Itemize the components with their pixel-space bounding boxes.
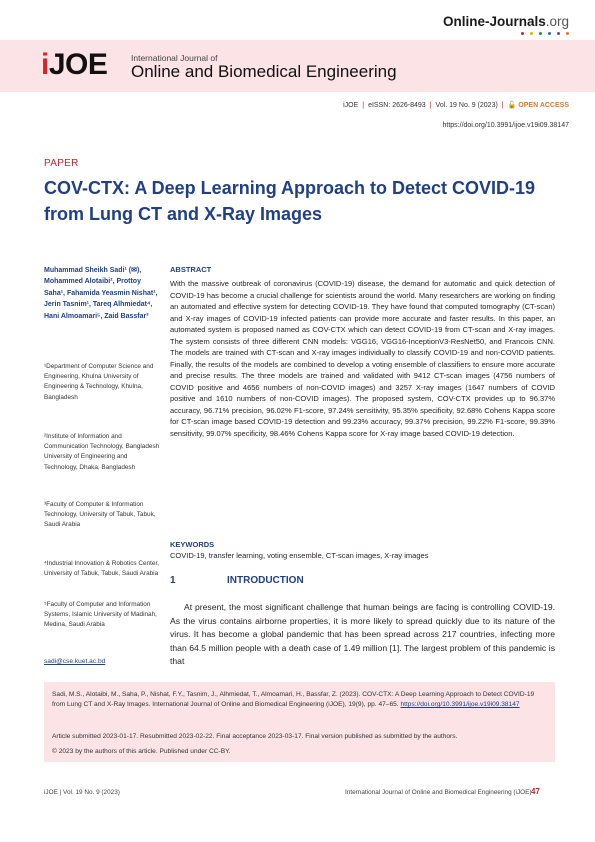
brand-tld: .org — [545, 14, 569, 29]
journal-logo — [41, 48, 107, 82]
publisher-brand[interactable] — [443, 14, 569, 29]
intro-paragraph: At present, the most significant challenge that human beings are facing is controlling COVID-19. As the virus contains airborne properties, it is more likely to spread quickly due to its nature of the virus. It has become a global pandemic that has been spread across 217 countries, infecting more than 64.5 million people with a death case of 1.49 million [1]. The largest problem of this pandemic is that — [170, 602, 555, 667]
affiliation: ¹Department of Computer Science and Engineering, Khulna University of Engineering & Technology, Khulna, Bangladesh — [44, 363, 154, 401]
open-access-badge — [508, 102, 569, 109]
doi-link[interactable]: https://doi.org/10.3991/ijoe.v19i09.38147 — [442, 122, 569, 129]
brand-dot — [539, 32, 542, 35]
brand-dot — [530, 32, 533, 35]
journal-meta: iJOE | eISSN: 2626-8493 | Vol. 19 No. 9 (2023) | 🔓 OPEN ACCESS — [343, 102, 569, 109]
copyright-notice: © 2023 by the authors of this article. Published under CC-BY. — [52, 748, 231, 755]
brand-dot — [521, 32, 524, 35]
citation-doi-link[interactable]: https://doi.org/10.3991/ijoe.v19i09.38147 — [400, 701, 520, 709]
abstract-heading: ABSTRACT — [170, 265, 212, 274]
meta-volume: Vol. 19 No. 9 (2023) — [435, 102, 498, 109]
submission-dates: Article submitted 2023-01-17. Resubmitted 2023-02-22. Final acceptance 2023-03-17. Final version published as submitted by the authors. — [52, 733, 458, 740]
affiliation: ⁵Faculty of Computer and Information Systems, Islamic University of Madinah, Medina, Saudi Arabia — [44, 601, 157, 629]
affiliation: ⁴Industrial Innovation & Robotics Center, University of Tabuk, Tabuk, Saudi Arabia — [44, 560, 159, 578]
affiliation: ²Institute of Information and Communication Technology, Bangladesh University of Engineering and Technology, Dhaka, Bangladesh — [44, 433, 160, 471]
affiliation: ³Faculty of Computer & Information Technology, University of Tabuk, Tabuk, Saudi Arabia — [44, 501, 156, 529]
page-number: 47 — [531, 787, 540, 796]
footer-journal-issue: iJOE | Vol. 19 No. 9 (2023) — [44, 789, 120, 796]
journal-name: Online and Biomedical Engineering — [131, 62, 397, 81]
citation-text — [52, 690, 547, 710]
journal-subtitle: International Journal of — [131, 53, 218, 63]
paper-type: PAPER — [44, 158, 79, 169]
author-list: Muhammad Sheikh Sadi¹ (✉), Mohammed Alotaibi², Prottoy Saha¹, Fahamida Yeasmin Nishat¹, Jerin Tasnim¹, Tareq Alhmiedat⁴, Hani Almoamari⁵, Zaid Bassfar³ — [44, 267, 158, 320]
footer-journal-name: International Journal of Online and Biomedical Engineering (iJOE) — [345, 789, 532, 796]
brand-dot — [557, 32, 560, 35]
lock-icon: 🔓 — [507, 102, 517, 109]
meta-eissn: eISSN: 2626-8493 — [368, 102, 426, 109]
section-number: 1 — [170, 575, 176, 586]
brand-dots — [491, 32, 569, 35]
keywords-heading: KEYWORDS — [170, 540, 215, 549]
abstract-text: With the massive outbreak of coronavirus (COVID-19) disease, the demand for automatic and quick detection of COVID-19 has become a crucial challenge for scientists around the world. Many researchers are working on finding an automated and effective system for detecting COVID-19. They have found that computed tomography (CT-scan) and X-ray images of COVID-19 infected patients can provide more accurate and faster results. In this paper, an automated system is proposed named as COV-CTX which can detect COVID-19 from CT-scan and X-ray images. The system consists of three different CNN models: VGG16, VGG16-InceptionV3-ResNet50, and Francois CNN. The models are trained with CT-scan and X-ray images individually to classify COVID-19 and non-COVID patients. Finally, the results of the models are combined to develop a voting ensemble of classifiers to ensure more accurate and precise results. The three models are trained and validated with 9412 CT-scan images (4756 numbers of COVID positive and 4656 numbers of non-COVID images) and 3257 X-ray images (1647 numbers of COVID positive and 1610 numbers of non-COVID images). The proposed system, COV-CTX provides up to 96.37% accuracy, 96.71% precision, 96.02% F1-score, 97.24% sensitivity, 95.35% specificity, 92.68% Cohens Kappa score for CT-scan image based COVID-19 detection and 99.23% accuracy, 99.37% precision, 99.22% F1-score, 99.39% sensitivity, 99.07% specificity, 98.46% Cohens Kappa score for X-ray image based COVID-19 detection. — [170, 279, 555, 438]
logo-joe: JOE — [48, 48, 108, 81]
paper-title: COV-CTX: A Deep Learning Approach to Detect COVID-19 from Lung CT and X-Ray Images — [44, 178, 536, 224]
citation-reference: Sadi, M.S., Alotaibi, M., Saha, P., Nishat, F.Y., Tasnim, J., Alhmiedat, T., Almoamari, H., Bassfar, Z. (2023). COV-CTX: A Deep Learning Approach to Detect COVID-19 from Lung CT and X-Ray Images. International Journal of Online and Biomedical Engineering (iJOE), 19(9), pp. 47–65. — [52, 691, 535, 709]
logo-i: i — [41, 48, 49, 81]
keywords-text: COVID-19, transfer learning, voting ensemble, CT-scan images, X-ray images — [170, 551, 429, 560]
brand-dot — [548, 32, 551, 35]
brand-name: Online-Journals — [442, 14, 546, 29]
brand-dot — [566, 32, 569, 35]
meta-journal: iJOE — [343, 102, 359, 109]
section-heading: INTRODUCTION — [227, 575, 304, 586]
corresponding-email[interactable]: sadi@cse.kuet.ac.bd — [44, 658, 106, 665]
open-access-label: OPEN ACCESS — [518, 102, 569, 109]
